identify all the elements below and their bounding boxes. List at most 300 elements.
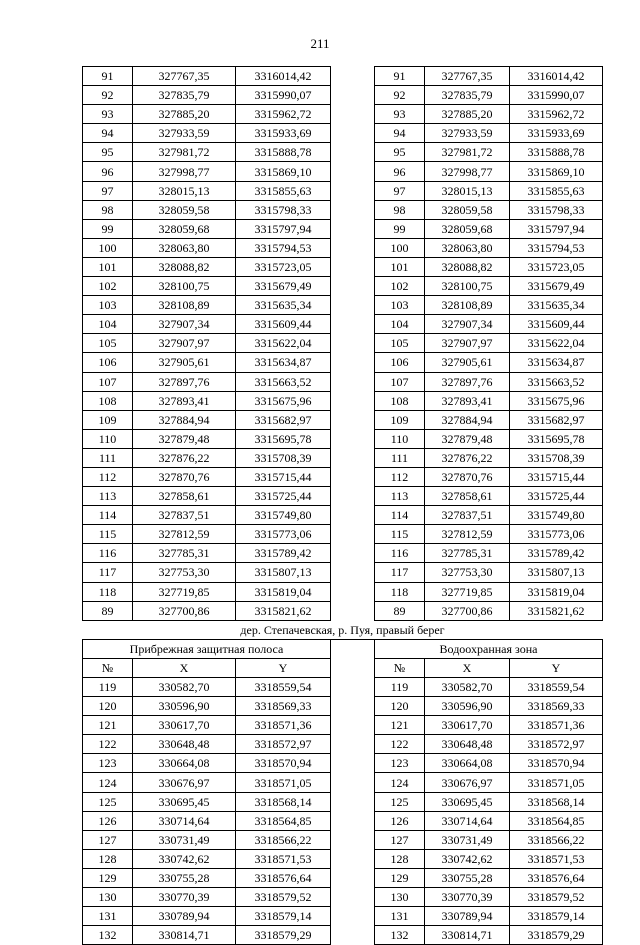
left-point-number: 124	[83, 773, 133, 792]
right-coord-y: 3315773,06	[510, 525, 603, 544]
left-coord-y: 3318559,54	[236, 678, 331, 697]
left-coord-x: 327907,34	[133, 315, 236, 334]
right-coord-y: 3315708,39	[510, 448, 603, 467]
left-point-number: 108	[83, 391, 133, 410]
right-coord-x: 330755,28	[425, 868, 510, 887]
table-row	[83, 162, 603, 181]
right-point-number: 128	[375, 849, 425, 868]
left-coord-x: 327812,59	[133, 525, 236, 544]
left-point-number: 97	[83, 181, 133, 200]
right-coord-y: 3315749,80	[510, 506, 603, 525]
right-point-number: 96	[375, 162, 425, 181]
table-row	[83, 429, 603, 448]
right-coord-x: 328108,89	[425, 296, 510, 315]
right-point-number: 126	[375, 811, 425, 830]
column-header-x: X	[425, 658, 510, 677]
left-point-number: 110	[83, 429, 133, 448]
left-point-number: 123	[83, 754, 133, 773]
right-point-number: 127	[375, 830, 425, 849]
right-coord-x: 327907,97	[425, 334, 510, 353]
right-coord-y: 3315609,44	[510, 315, 603, 334]
table-row	[83, 849, 603, 868]
left-point-number: 112	[83, 467, 133, 486]
right-coord-y: 3318571,53	[510, 849, 603, 868]
right-point-number: 100	[375, 238, 425, 257]
left-coord-x: 328059,68	[133, 219, 236, 238]
right-coord-y: 3315695,78	[510, 429, 603, 448]
right-coord-x: 327897,76	[425, 372, 510, 391]
left-coord-y: 3315634,87	[236, 353, 331, 372]
right-coord-y: 3315715,44	[510, 467, 603, 486]
right-coord-y: 3316014,42	[510, 67, 603, 86]
right-point-number: 99	[375, 219, 425, 238]
table-row	[83, 296, 603, 315]
left-coord-x: 327753,30	[133, 563, 236, 582]
table-row	[83, 257, 603, 276]
left-coord-x: 328063,80	[133, 238, 236, 257]
left-coord-y: 3318579,14	[236, 907, 331, 926]
left-coord-x: 330582,70	[133, 678, 236, 697]
right-point-number: 116	[375, 544, 425, 563]
table-row	[83, 467, 603, 486]
right-coord-x: 327785,31	[425, 544, 510, 563]
right-point-number: 131	[375, 907, 425, 926]
left-coord-x: 330789,94	[133, 907, 236, 926]
right-point-number: 93	[375, 105, 425, 124]
right-coord-x: 327998,77	[425, 162, 510, 181]
right-coord-y: 3315794,53	[510, 238, 603, 257]
left-coord-x: 330742,62	[133, 849, 236, 868]
right-coord-y: 3315682,97	[510, 410, 603, 429]
table-row	[83, 105, 603, 124]
right-point-number: 91	[375, 67, 425, 86]
left-coord-x: 330695,45	[133, 792, 236, 811]
left-coord-y: 3315855,63	[236, 181, 331, 200]
column-header-y: Y	[236, 658, 331, 677]
table-row	[83, 830, 603, 849]
right-coord-x: 327835,79	[425, 86, 510, 105]
right-coord-y: 3315723,05	[510, 257, 603, 276]
right-coord-x: 330770,39	[425, 888, 510, 907]
table-row	[83, 888, 603, 907]
right-point-number: 106	[375, 353, 425, 372]
left-point-number: 89	[83, 601, 133, 620]
left-coord-y: 3315725,44	[236, 487, 331, 506]
table-row	[83, 868, 603, 887]
left-point-number: 94	[83, 124, 133, 143]
left-coord-x: 327837,51	[133, 506, 236, 525]
left-point-number: 118	[83, 582, 133, 601]
right-point-number: 111	[375, 448, 425, 467]
right-point-number: 97	[375, 181, 425, 200]
left-coord-x: 327870,76	[133, 467, 236, 486]
table-row	[83, 410, 603, 429]
left-point-number: 105	[83, 334, 133, 353]
left-coord-x: 330617,70	[133, 716, 236, 735]
right-coord-x: 327870,76	[425, 467, 510, 486]
right-point-number: 125	[375, 792, 425, 811]
right-point-number: 123	[375, 754, 425, 773]
left-point-number: 103	[83, 296, 133, 315]
right-point-number: 112	[375, 467, 425, 486]
right-coord-x: 330648,48	[425, 735, 510, 754]
table-row	[83, 334, 603, 353]
left-coord-y: 3315622,04	[236, 334, 331, 353]
right-coord-y: 3315634,87	[510, 353, 603, 372]
left-coord-x: 327933,59	[133, 124, 236, 143]
right-point-number: 115	[375, 525, 425, 544]
left-coord-y: 3315821,62	[236, 601, 331, 620]
left-coord-y: 3315888,78	[236, 143, 331, 162]
right-coord-x: 327893,41	[425, 391, 510, 410]
section-title-row	[83, 620, 603, 639]
right-coord-x: 327907,34	[425, 315, 510, 334]
left-coord-x: 327897,76	[133, 372, 236, 391]
right-point-number: 113	[375, 487, 425, 506]
left-coord-x: 327700,86	[133, 601, 236, 620]
left-point-number: 107	[83, 372, 133, 391]
right-coord-y: 3318571,05	[510, 773, 603, 792]
right-coord-y: 3318576,64	[510, 868, 603, 887]
left-coord-y: 3315798,33	[236, 200, 331, 219]
left-coord-y: 3315695,78	[236, 429, 331, 448]
left-coord-y: 3315807,13	[236, 563, 331, 582]
left-point-number: 116	[83, 544, 133, 563]
left-coord-x: 330755,28	[133, 868, 236, 887]
left-coord-y: 3318579,52	[236, 888, 331, 907]
column-header-row	[83, 658, 603, 677]
left-coord-x: 327858,61	[133, 487, 236, 506]
right-point-number: 117	[375, 563, 425, 582]
left-coord-y: 3318568,14	[236, 792, 331, 811]
left-coord-y: 3315933,69	[236, 124, 331, 143]
right-coord-y: 3315821,62	[510, 601, 603, 620]
left-coord-y: 3315794,53	[236, 238, 331, 257]
subtitle-row	[83, 639, 603, 658]
table-row	[83, 67, 603, 86]
right-coord-y: 3315798,33	[510, 200, 603, 219]
left-coord-y: 3315635,34	[236, 296, 331, 315]
right-coord-x: 328059,68	[425, 219, 510, 238]
right-coord-y: 3318566,22	[510, 830, 603, 849]
left-coord-x: 327767,35	[133, 67, 236, 86]
right-coord-x: 327876,22	[425, 448, 510, 467]
left-coord-x: 330676,97	[133, 773, 236, 792]
left-coord-x: 328059,58	[133, 200, 236, 219]
left-point-number: 125	[83, 792, 133, 811]
left-point-number: 121	[83, 716, 133, 735]
table-row	[83, 219, 603, 238]
left-coord-x: 330648,48	[133, 735, 236, 754]
left-coord-y: 3315869,10	[236, 162, 331, 181]
right-coord-x: 328063,80	[425, 238, 510, 257]
right-coord-y: 3315869,10	[510, 162, 603, 181]
left-coord-y: 3318571,53	[236, 849, 331, 868]
left-point-number: 95	[83, 143, 133, 162]
left-coord-x: 327998,77	[133, 162, 236, 181]
right-point-number: 108	[375, 391, 425, 410]
right-coord-x: 327933,59	[425, 124, 510, 143]
right-coord-x: 330617,70	[425, 716, 510, 735]
right-coord-x: 328088,82	[425, 257, 510, 276]
left-coord-x: 330731,49	[133, 830, 236, 849]
right-coord-x: 330676,97	[425, 773, 510, 792]
table-row	[83, 773, 603, 792]
table-row	[83, 525, 603, 544]
left-coord-x: 328108,89	[133, 296, 236, 315]
right-point-number: 124	[375, 773, 425, 792]
right-coord-x: 327753,30	[425, 563, 510, 582]
left-coord-y: 3315679,49	[236, 277, 331, 296]
right-coord-y: 3315635,34	[510, 296, 603, 315]
right-point-number: 120	[375, 697, 425, 716]
left-coord-x: 327981,72	[133, 143, 236, 162]
table-row	[83, 238, 603, 257]
left-point-number: 106	[83, 353, 133, 372]
table-row	[83, 86, 603, 105]
table-row	[83, 487, 603, 506]
table-row	[83, 277, 603, 296]
right-coord-x: 328100,75	[425, 277, 510, 296]
right-point-number: 132	[375, 926, 425, 945]
right-point-number: 95	[375, 143, 425, 162]
right-point-number: 122	[375, 735, 425, 754]
table-row	[83, 601, 603, 620]
left-coord-y: 3315962,72	[236, 105, 331, 124]
table-row	[83, 792, 603, 811]
right-point-number: 92	[375, 86, 425, 105]
left-coord-y: 3315663,52	[236, 372, 331, 391]
left-point-number: 126	[83, 811, 133, 830]
table-row	[83, 754, 603, 773]
right-coord-x: 330789,94	[425, 907, 510, 926]
right-coord-y: 3315797,94	[510, 219, 603, 238]
left-coord-x: 328088,82	[133, 257, 236, 276]
table-row	[83, 315, 603, 334]
table-row	[83, 448, 603, 467]
left-point-number: 98	[83, 200, 133, 219]
table-row	[83, 563, 603, 582]
left-coord-y: 3315797,94	[236, 219, 331, 238]
left-point-number: 111	[83, 448, 133, 467]
left-point-number: 101	[83, 257, 133, 276]
right-coord-x: 327767,35	[425, 67, 510, 86]
left-coord-y: 3316014,42	[236, 67, 331, 86]
right-point-number: 105	[375, 334, 425, 353]
left-coord-y: 3318570,94	[236, 754, 331, 773]
table-row	[83, 353, 603, 372]
right-coord-x: 327879,48	[425, 429, 510, 448]
right-coord-y: 3318569,33	[510, 697, 603, 716]
left-coord-y: 3318569,33	[236, 697, 331, 716]
right-point-number: 121	[375, 716, 425, 735]
right-coord-y: 3315725,44	[510, 487, 603, 506]
left-coord-x: 327879,48	[133, 429, 236, 448]
left-coord-x: 327876,22	[133, 448, 236, 467]
right-coord-x: 330695,45	[425, 792, 510, 811]
table-row	[83, 124, 603, 143]
left-coord-x: 330770,39	[133, 888, 236, 907]
left-point-number: 92	[83, 86, 133, 105]
left-coord-x: 327785,31	[133, 544, 236, 563]
table-row	[83, 716, 603, 735]
table-row	[83, 372, 603, 391]
right-coord-x: 330596,90	[425, 697, 510, 716]
left-coord-y: 3318566,22	[236, 830, 331, 849]
table-row	[83, 811, 603, 830]
left-coord-x: 327719,85	[133, 582, 236, 601]
left-coord-y: 3318564,85	[236, 811, 331, 830]
right-point-number: 89	[375, 601, 425, 620]
right-coord-x: 330714,64	[425, 811, 510, 830]
right-coord-y: 3318579,29	[510, 926, 603, 945]
left-coord-x: 328015,13	[133, 181, 236, 200]
right-point-number: 94	[375, 124, 425, 143]
table-row	[83, 200, 603, 219]
left-coord-x: 327907,97	[133, 334, 236, 353]
right-coord-x: 327700,86	[425, 601, 510, 620]
left-coord-y: 3315990,07	[236, 86, 331, 105]
left-coord-y: 3315723,05	[236, 257, 331, 276]
left-point-number: 130	[83, 888, 133, 907]
left-coord-y: 3315708,39	[236, 448, 331, 467]
table-row	[83, 544, 603, 563]
right-point-number: 101	[375, 257, 425, 276]
right-coord-x: 327812,59	[425, 525, 510, 544]
column-header-y: Y	[510, 658, 603, 677]
left-point-number: 91	[83, 67, 133, 86]
right-subtitle: Водоохранная зона	[375, 639, 603, 658]
left-coord-x: 327835,79	[133, 86, 236, 105]
right-point-number: 110	[375, 429, 425, 448]
right-coord-y: 3315675,96	[510, 391, 603, 410]
right-coord-x: 330731,49	[425, 830, 510, 849]
right-coord-y: 3318579,14	[510, 907, 603, 926]
table-row	[83, 735, 603, 754]
left-point-number: 104	[83, 315, 133, 334]
right-point-number: 130	[375, 888, 425, 907]
left-coord-y: 3315609,44	[236, 315, 331, 334]
left-coord-y: 3315749,80	[236, 506, 331, 525]
left-coord-y: 3315789,42	[236, 544, 331, 563]
table-row	[83, 697, 603, 716]
left-coord-x: 330814,71	[133, 926, 236, 945]
page-number: 211	[310, 36, 330, 51]
table-row	[83, 678, 603, 697]
right-coord-y: 3315990,07	[510, 86, 603, 105]
right-coord-y: 3315789,42	[510, 544, 603, 563]
right-coord-x: 327905,61	[425, 353, 510, 372]
right-point-number: 104	[375, 315, 425, 334]
right-coord-x: 327719,85	[425, 582, 510, 601]
left-point-number: 96	[83, 162, 133, 181]
left-coord-x: 327885,20	[133, 105, 236, 124]
right-coord-y: 3318559,54	[510, 678, 603, 697]
right-coord-x: 327837,51	[425, 506, 510, 525]
right-coord-y: 3315622,04	[510, 334, 603, 353]
right-coord-y: 3315855,63	[510, 181, 603, 200]
left-point-number: 113	[83, 487, 133, 506]
left-point-number: 131	[83, 907, 133, 926]
right-coord-y: 3315933,69	[510, 124, 603, 143]
left-coord-x: 328100,75	[133, 277, 236, 296]
right-coord-y: 3318572,97	[510, 735, 603, 754]
left-coord-x: 330714,64	[133, 811, 236, 830]
left-coord-y: 3318571,36	[236, 716, 331, 735]
left-point-number: 132	[83, 926, 133, 945]
left-subtitle: Прибрежная защитная полоса	[83, 639, 331, 658]
right-point-number: 102	[375, 277, 425, 296]
right-coord-y: 3315679,49	[510, 277, 603, 296]
table-row	[83, 582, 603, 601]
left-point-number: 129	[83, 868, 133, 887]
left-point-number: 127	[83, 830, 133, 849]
right-coord-y: 3315962,72	[510, 105, 603, 124]
table-row	[83, 391, 603, 410]
right-coord-x: 327981,72	[425, 143, 510, 162]
left-point-number: 117	[83, 563, 133, 582]
table-row	[83, 143, 603, 162]
column-header-x: X	[133, 658, 236, 677]
left-point-number: 128	[83, 849, 133, 868]
right-point-number: 114	[375, 506, 425, 525]
right-coord-y: 3318568,14	[510, 792, 603, 811]
right-coord-x: 328015,13	[425, 181, 510, 200]
right-coord-y: 3318564,85	[510, 811, 603, 830]
table-row	[83, 926, 603, 945]
right-point-number: 98	[375, 200, 425, 219]
column-header-no: №	[83, 658, 133, 677]
left-coord-x: 327893,41	[133, 391, 236, 410]
left-coord-x: 330664,08	[133, 754, 236, 773]
left-point-number: 119	[83, 678, 133, 697]
left-point-number: 102	[83, 277, 133, 296]
right-coord-x: 330742,62	[425, 849, 510, 868]
left-coord-y: 3315715,44	[236, 467, 331, 486]
left-point-number: 122	[83, 735, 133, 754]
right-coord-x: 330664,08	[425, 754, 510, 773]
left-coord-x: 327905,61	[133, 353, 236, 372]
section-title: дер. Степачевская, р. Пуя, правый берег	[83, 620, 603, 639]
left-point-number: 109	[83, 410, 133, 429]
right-point-number: 109	[375, 410, 425, 429]
left-coord-y: 3318571,05	[236, 773, 331, 792]
left-coord-y: 3315675,96	[236, 391, 331, 410]
table-row	[83, 907, 603, 926]
right-coord-y: 3318579,52	[510, 888, 603, 907]
table-row	[83, 506, 603, 525]
right-coord-x: 328059,58	[425, 200, 510, 219]
right-coord-y: 3315663,52	[510, 372, 603, 391]
left-point-number: 99	[83, 219, 133, 238]
left-coord-y: 3318572,97	[236, 735, 331, 754]
left-point-number: 93	[83, 105, 133, 124]
left-coord-x: 330596,90	[133, 697, 236, 716]
left-coord-y: 3318579,29	[236, 926, 331, 945]
right-coord-x: 330814,71	[425, 926, 510, 945]
left-coord-y: 3318576,64	[236, 868, 331, 887]
coordinates-table	[82, 66, 603, 945]
left-coord-x: 327884,94	[133, 410, 236, 429]
left-coord-y: 3315819,04	[236, 582, 331, 601]
left-coord-y: 3315773,06	[236, 525, 331, 544]
right-coord-y: 3315807,13	[510, 563, 603, 582]
right-coord-y: 3315819,04	[510, 582, 603, 601]
right-coord-y: 3318570,94	[510, 754, 603, 773]
right-coord-x: 330582,70	[425, 678, 510, 697]
left-point-number: 100	[83, 238, 133, 257]
left-point-number: 114	[83, 506, 133, 525]
